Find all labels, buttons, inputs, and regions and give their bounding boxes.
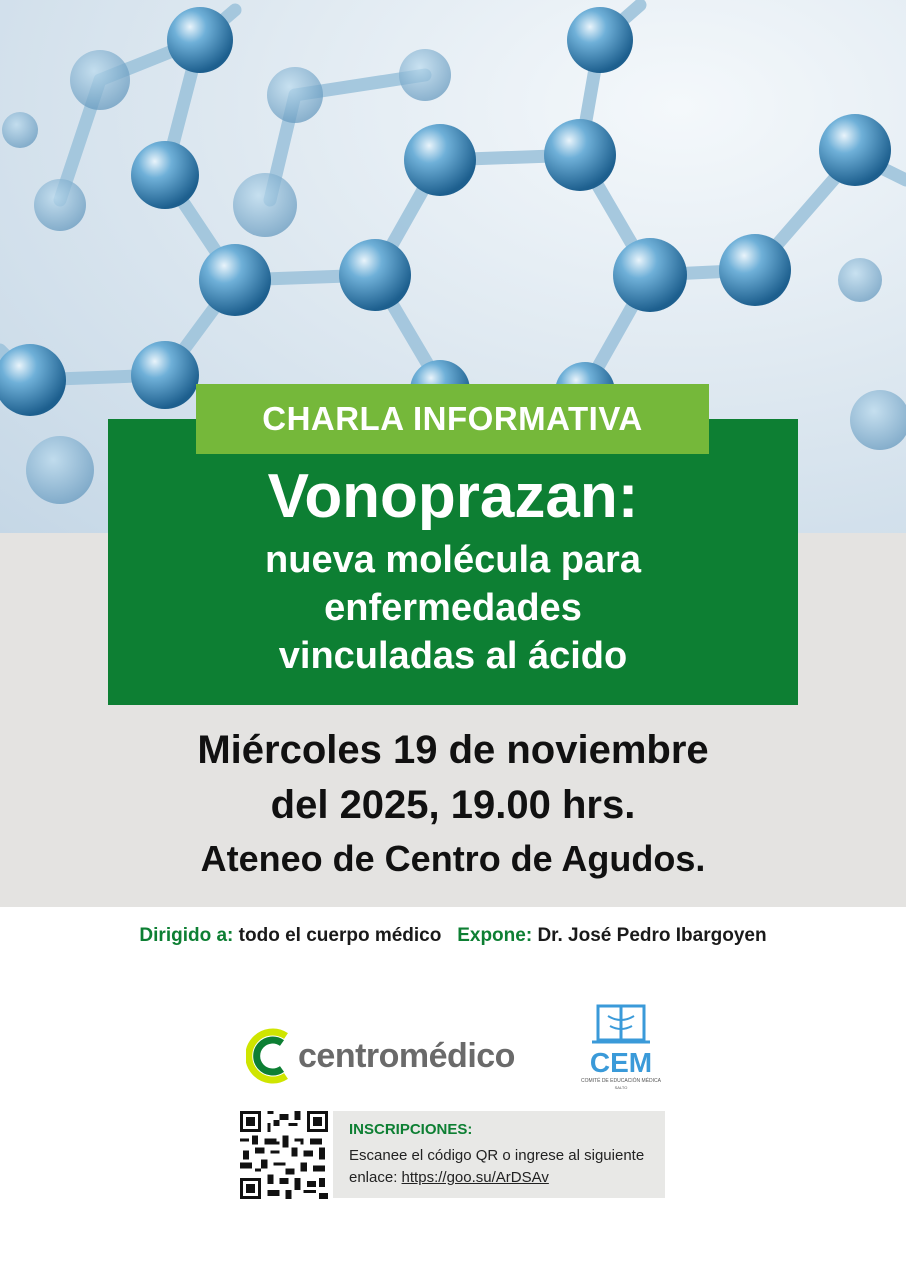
audience-value: todo el cuerpo médico [238,925,442,946]
event-date [0,723,906,833]
registration-text [349,1145,659,1189]
qr-code[interactable] [240,1111,328,1199]
event-venue: Ateneo de Centro de Agudos. [200,838,706,879]
time-line: del 2025, 19.00 hrs. [270,783,636,827]
cem-emblem-icon [580,1002,662,1092]
centromedico-wordmark: centromédico [298,1036,515,1075]
centromedico-logo [246,1028,515,1084]
subtitle-line: nueva molécula para [265,539,641,581]
cem-logo [580,1002,662,1092]
event-type-tag: CHARLA INFORMATIVA [196,384,709,454]
registration-box [333,1111,665,1198]
speaker-label: Expone: [457,925,533,946]
registration-link[interactable]: https://goo.su/ArDSAv [401,1169,549,1186]
audience-label: Dirigido a: [139,925,234,946]
speaker-name: Dr. José Pedro Ibargoyen [537,925,767,946]
centromedico-c-icon [246,1028,292,1084]
talk-title: Vonoprazan: [267,462,639,531]
subtitle-line: enfermedades [324,587,582,629]
subtitle-line: vinculadas al ácido [278,635,628,677]
registration-title: INSCRIPCIONES: [349,1121,473,1138]
cem-caption: COMITÉ DE EDUCACIÓN MÉDICA [580,1078,662,1084]
date-line: Miércoles 19 de noviembre [197,728,709,772]
registration-instructions: Escanee el código QR o ingrese al siguiente enlace: [349,1147,645,1186]
audience-line [0,925,906,947]
cem-acronym: CEM [589,1047,653,1078]
cem-city: SALTO [614,1085,628,1090]
talk-subtitle [108,536,798,680]
